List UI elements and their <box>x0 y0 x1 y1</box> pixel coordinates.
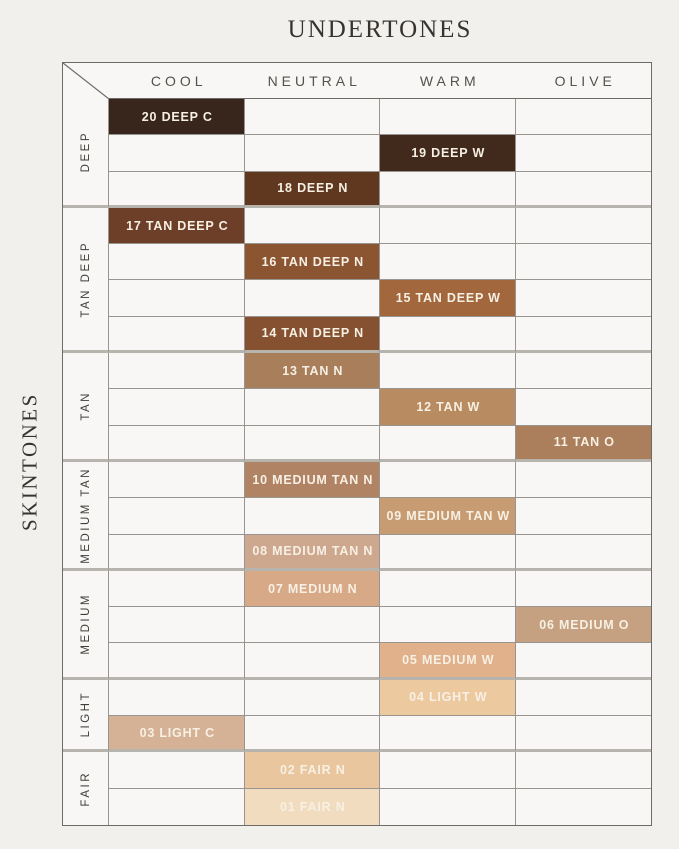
row-group-label-medium <box>63 571 109 680</box>
empty-cell <box>516 643 652 679</box>
shade-cell-06-medium-o: 06 MEDIUM O <box>516 607 652 643</box>
row-group-label-light <box>63 680 109 753</box>
shade-cell-17-tan-deep-c: 17 TAN DEEP C <box>109 208 245 244</box>
row-group-text: MEDIUM TAN <box>79 466 92 564</box>
column-header-olive: OLIVE <box>516 63 652 99</box>
shade-cell-20-deep-c: 20 DEEP C <box>109 99 245 135</box>
empty-cell <box>380 172 516 208</box>
shade-cell-05-medium-w: 05 MEDIUM W <box>380 643 516 679</box>
row-group-label-tan <box>63 353 109 462</box>
empty-cell <box>109 752 245 788</box>
shade-cell-02-fair-n: 02 FAIR N <box>245 752 381 788</box>
empty-cell <box>380 607 516 643</box>
empty-cell <box>516 244 652 280</box>
empty-cell <box>109 135 245 171</box>
empty-cell <box>380 571 516 607</box>
row-group-text: MEDIUM <box>79 593 92 655</box>
row-group-label-deep <box>63 99 109 208</box>
shade-cell-15-tan-deep-w: 15 TAN DEEP W <box>380 280 516 316</box>
empty-cell <box>516 752 652 788</box>
shade-cell-09-medium-tan-w: 09 MEDIUM TAN W <box>380 498 516 534</box>
empty-cell <box>380 752 516 788</box>
shade-cell-03-light-c: 03 LIGHT C <box>109 716 245 752</box>
empty-cell <box>380 317 516 353</box>
corner-cell <box>63 63 109 99</box>
empty-cell <box>109 353 245 389</box>
shade-cell-12-tan-w: 12 TAN W <box>380 389 516 425</box>
row-group-text: TAN <box>79 391 92 421</box>
empty-cell <box>380 789 516 825</box>
empty-cell <box>516 716 652 752</box>
column-header-neutral: NEUTRAL <box>245 63 381 99</box>
empty-cell <box>516 789 652 825</box>
row-group-label-tan-deep <box>63 208 109 353</box>
empty-cell <box>109 571 245 607</box>
shade-cell-04-light-w: 04 LIGHT W <box>380 680 516 716</box>
empty-cell <box>516 317 652 353</box>
shade-cell-07-medium-n: 07 MEDIUM N <box>245 571 381 607</box>
shade-cell-10-medium-tan-n: 10 MEDIUM TAN N <box>245 462 381 498</box>
empty-cell <box>516 172 652 208</box>
empty-cell <box>109 389 245 425</box>
empty-cell <box>109 680 245 716</box>
empty-cell <box>245 607 381 643</box>
diagonal-divider-line <box>63 63 109 99</box>
empty-cell <box>109 643 245 679</box>
shade-cell-11-tan-o: 11 TAN O <box>516 426 652 462</box>
shade-cell-14-tan-deep-n: 14 TAN DEEP N <box>245 317 381 353</box>
empty-cell <box>245 680 381 716</box>
empty-cell <box>109 244 245 280</box>
empty-cell <box>516 462 652 498</box>
shade-cell-13-tan-n: 13 TAN N <box>245 353 381 389</box>
shade-cell-01-fair-n: 01 FAIR N <box>245 789 381 825</box>
empty-cell <box>516 99 652 135</box>
empty-cell <box>516 280 652 316</box>
row-group-text: DEEP <box>79 131 92 173</box>
row-group-text: LIGHT <box>79 691 92 738</box>
empty-cell <box>109 462 245 498</box>
empty-cell <box>245 643 381 679</box>
empty-cell <box>516 135 652 171</box>
empty-cell <box>380 244 516 280</box>
empty-cell <box>516 389 652 425</box>
empty-cell <box>380 426 516 462</box>
empty-cell <box>380 353 516 389</box>
empty-cell <box>109 317 245 353</box>
empty-cell <box>516 535 652 571</box>
empty-cell <box>380 462 516 498</box>
empty-cell <box>380 535 516 571</box>
empty-cell <box>245 135 381 171</box>
row-group-label-fair <box>63 752 109 825</box>
skintones-axis-title: SKINTONES <box>17 392 42 532</box>
empty-cell <box>109 789 245 825</box>
empty-cell <box>245 426 381 462</box>
row-group-text: TAN DEEP <box>79 240 92 318</box>
empty-cell <box>245 99 381 135</box>
empty-cell <box>380 99 516 135</box>
empty-cell <box>245 389 381 425</box>
empty-cell <box>516 353 652 389</box>
empty-cell <box>245 208 381 244</box>
empty-cell <box>109 535 245 571</box>
empty-cell <box>516 498 652 534</box>
column-header-warm: WARM <box>380 63 516 99</box>
empty-cell <box>245 498 381 534</box>
empty-cell <box>245 280 381 316</box>
empty-cell <box>516 208 652 244</box>
shade-cell-19-deep-w: 19 DEEP W <box>380 135 516 171</box>
empty-cell <box>109 498 245 534</box>
row-group-label-medium-tan <box>63 462 109 571</box>
undertones-axis-title: UNDERTONES <box>287 16 473 43</box>
column-header-cool: COOL <box>109 63 245 99</box>
empty-cell <box>380 208 516 244</box>
shade-cell-08-medium-tan-n: 08 MEDIUM TAN N <box>245 535 381 571</box>
empty-cell <box>109 280 245 316</box>
shade-cell-18-deep-n: 18 DEEP N <box>245 172 381 208</box>
empty-cell <box>109 172 245 208</box>
shade-cell-16-tan-deep-n: 16 TAN DEEP N <box>245 244 381 280</box>
empty-cell <box>516 571 652 607</box>
empty-cell <box>516 680 652 716</box>
shade-matrix-grid <box>62 62 652 826</box>
empty-cell <box>109 426 245 462</box>
empty-cell <box>245 716 381 752</box>
row-group-text: FAIR <box>79 770 92 807</box>
empty-cell <box>109 607 245 643</box>
empty-cell <box>380 716 516 752</box>
